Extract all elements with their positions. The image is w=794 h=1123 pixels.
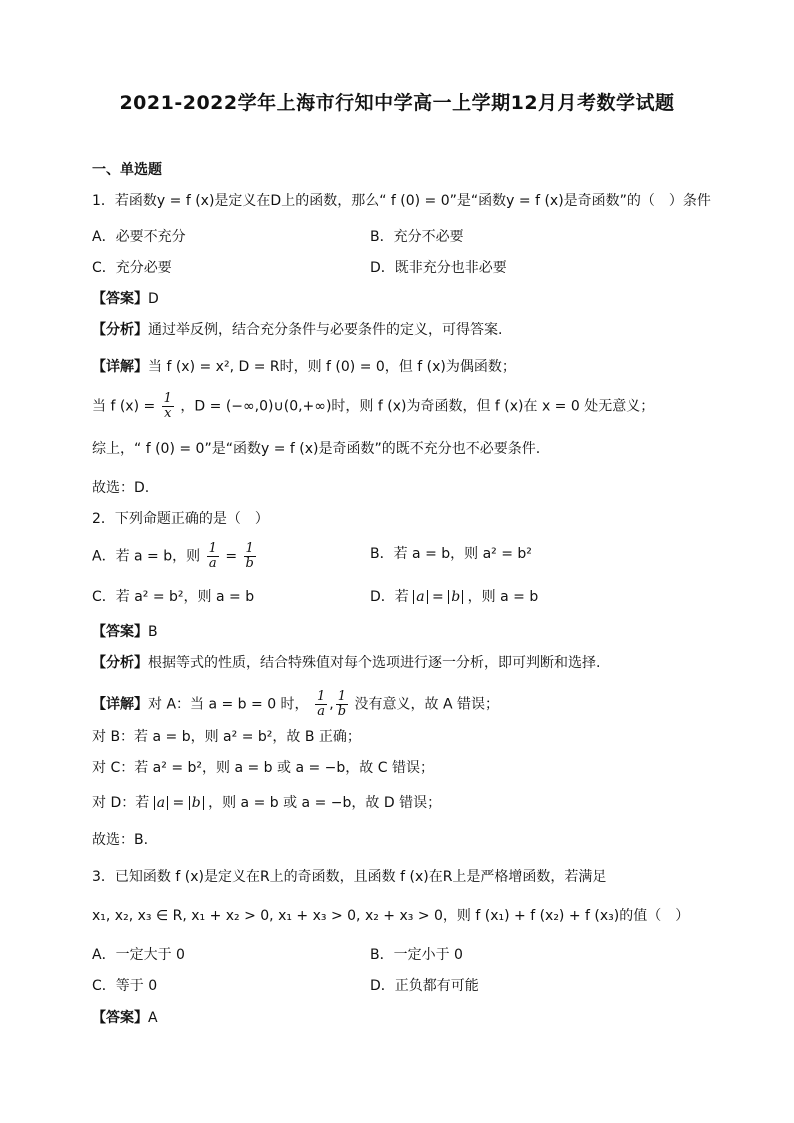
q2-option-a — [92, 542, 258, 571]
option-text: ，则 a = b — [467, 589, 539, 605]
equals-sign: = — [172, 795, 185, 811]
analysis-tag: 【分析】 — [92, 655, 148, 671]
option-text: A．若 a = b，则 — [92, 548, 201, 565]
fraction — [244, 542, 256, 571]
numerator: 1 — [317, 689, 326, 704]
q1-conclusion: 故选：D. — [92, 480, 150, 496]
q2-answer — [92, 622, 158, 642]
q1-option-c: C．充分必要 — [92, 260, 172, 276]
section-heading: 一、单选题 — [92, 162, 162, 178]
fraction — [207, 542, 219, 571]
q1-answer — [92, 289, 159, 309]
detail-text: 没有意义，故 A 错误； — [354, 696, 500, 713]
denominator: a — [208, 556, 217, 571]
fraction — [315, 690, 327, 719]
detail-text: 当 f (x) = x², D = R时，则 f (0) = 0，但 f (x)为偶函数； — [148, 359, 516, 375]
detail-tag: 【详解】 — [92, 696, 148, 713]
numerator: 1 — [244, 542, 256, 557]
detail-text: 对 A：当 a = b = 0 时， — [148, 696, 309, 713]
q2-option-b: B．若 a = b，则 a² = b² — [370, 546, 532, 562]
fraction — [336, 690, 348, 719]
analysis-tag: 【分析】 — [92, 322, 148, 338]
absolute-value: a — [154, 796, 168, 810]
numerator: 1 — [336, 690, 348, 705]
q1-detail-1 — [92, 357, 516, 377]
q1-option-b: B．充分不必要 — [370, 229, 464, 245]
q1-detail-2 — [92, 392, 654, 421]
q3-option-b: B．一定小于 0 — [370, 947, 463, 963]
answer-value: B — [148, 624, 158, 640]
q2-detail-3: 对 C：若 a² = b²，则 a = b 或 a = −b，故 C 错误； — [92, 760, 434, 776]
q2-option-d — [370, 587, 538, 607]
q2-option-c: C．若 a² = b²，则 a = b — [92, 589, 255, 605]
q2-analysis — [92, 653, 600, 673]
denominator: a — [317, 704, 326, 719]
analysis-text: 根据等式的性质，结合特殊值对每个选项进行逐一分析，即可判断和选择. — [148, 655, 601, 671]
fraction — [162, 392, 174, 421]
q1-analysis — [92, 320, 502, 340]
numerator: 1 — [208, 541, 217, 556]
detail-text: 对 D：若 — [92, 795, 150, 811]
equals-sign: = — [432, 589, 444, 605]
q3-option-c: C．等于 0 — [92, 978, 158, 994]
q3-option-a: A．一定大于 0 — [92, 947, 185, 963]
denominator: b — [337, 704, 347, 719]
q2-detail-1 — [92, 690, 499, 719]
detail-text: ，则 a = b 或 a = −b，故 D 错误； — [208, 795, 442, 811]
analysis-text: 通过举反例，结合充分条件与必要条件的定义，可得答案. — [148, 322, 503, 338]
q3-stem-1: 3．已知函数 f (x)是定义在R上的奇函数，且函数 f (x)在R上是严格增函数，若满足 — [92, 869, 607, 885]
answer-tag: 【答案】 — [92, 1010, 148, 1026]
denominator: x — [164, 406, 172, 421]
q3-option-d: D．正负都有可能 — [370, 978, 479, 994]
option-text: D．若 — [370, 589, 409, 605]
q3-answer — [92, 1008, 158, 1028]
answer-value: D — [148, 291, 159, 307]
answer-tag: 【答案】 — [92, 624, 148, 640]
absolute-value: a — [413, 590, 427, 604]
answer-value: A — [148, 1010, 158, 1026]
q1-stem: 1．若函数y = f (x)是定义在D上的函数，那么“ f (0) = 0”是“函数y = f (x)是奇函数”的（ ）条件 — [92, 193, 711, 209]
q2-stem: 2．下列命题正确的是（ ） — [92, 511, 269, 527]
q1-detail-3: 综上，“ f (0) = 0”是“函数y = f (x)是奇函数”的既不充分也不必要条件. — [92, 441, 541, 457]
q2-detail-2: 对 B：若 a = b，则 a² = b²，故 B 正确； — [92, 729, 361, 745]
answer-tag: 【答案】 — [92, 291, 148, 307]
denominator: b — [245, 556, 254, 571]
q1-option-d: D．既非充分也非必要 — [370, 260, 507, 276]
q2-conclusion: 故选：B. — [92, 832, 149, 848]
equals-sign: = — [225, 548, 238, 565]
q1-option-a: A．必要不充分 — [92, 229, 186, 245]
numerator: 1 — [163, 391, 172, 406]
detail-text: 当 f (x) = — [92, 398, 156, 415]
absolute-value: b — [448, 590, 463, 604]
detail-tag: 【详解】 — [92, 359, 148, 375]
q3-stem-2: x₁, x₂, x₃ ∈ R, x₁ + x₂ > 0, x₁ + x₃ > 0, x₂ + x₃ > 0，则 f (x₁) + f (x₂) + f (x₃)的值（ ） — [92, 908, 690, 924]
detail-text: ，D = (−∞,0)∪(0,+∞)时，则 f (x)为奇函数，但 f (x)在 x = 0 处无意义； — [180, 398, 655, 415]
comma: , — [329, 696, 334, 713]
q2-detail-4 — [92, 793, 441, 813]
absolute-value: b — [189, 796, 204, 810]
page-title: 2021-2022学年上海市行知中学高一上学期12月月考数学试题 — [119, 92, 675, 114]
